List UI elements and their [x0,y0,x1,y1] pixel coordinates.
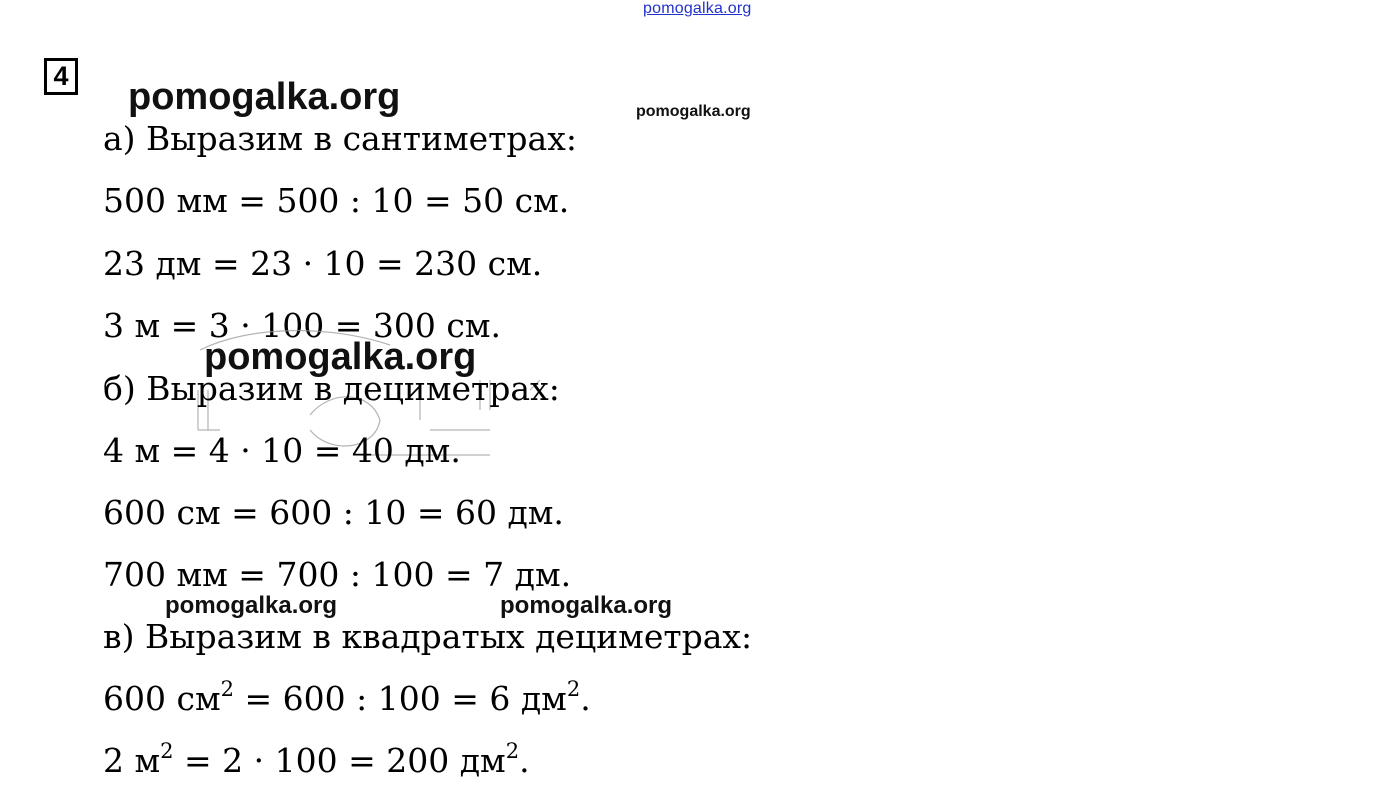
section-c-line-1-middle: = 600 : 100 = 6 дм [234,679,567,718]
section-c-line-1 [103,677,591,718]
section-a-line-3: 3 м = 3 · 100 = 300 см. [103,306,501,345]
section-c-line-2-exponent-2: 2 [505,739,520,763]
watermark-lower-right: pomogalka.org [500,592,673,619]
task-number: 4 [53,61,69,91]
section-a-line-2: 23 дм = 23 · 10 = 230 см. [103,244,543,283]
watermark-middle-large: pomogalka.org [204,336,477,378]
section-c-line-2-middle: = 2 · 100 = 200 дм [173,741,506,780]
section-c-line-1-exponent-1: 2 [220,677,235,701]
watermark-top-large: pomogalka.org [128,76,401,118]
section-b-line-1: 4 м = 4 · 10 = 40 дм. [103,431,461,470]
section-a-line-1: 500 мм = 500 : 10 = 50 см. [103,181,570,220]
section-c-line-2 [103,739,530,780]
section-c-line-1-left: 600 см [103,679,221,718]
watermark-top-right: pomogalka.org [636,103,751,120]
section-b-line-3: 700 мм = 700 : 100 = 7 дм. [103,555,572,594]
section-c-heading: в) Выразим в квадратых дециметрах: [103,617,753,656]
section-b-line-2: 600 см = 600 : 10 = 60 дм. [103,493,564,532]
section-c-line-1-exponent-2: 2 [566,677,581,701]
section-a-heading: а) Выразим в сантиметрах: [103,119,577,158]
section-c-line-2-end: . [519,741,530,780]
section-c-line-2-exponent-1: 2 [160,739,174,763]
section-b-heading: б) Выразим в дециметрах: [103,369,560,408]
section-c-line-2-left: 2 м [103,741,161,780]
task-number-box [44,58,78,95]
section-c-line-1-end: . [580,679,591,718]
watermark-lower-left: pomogalka.org [165,592,338,619]
site-link[interactable]: pomogalka.org [643,0,752,17]
